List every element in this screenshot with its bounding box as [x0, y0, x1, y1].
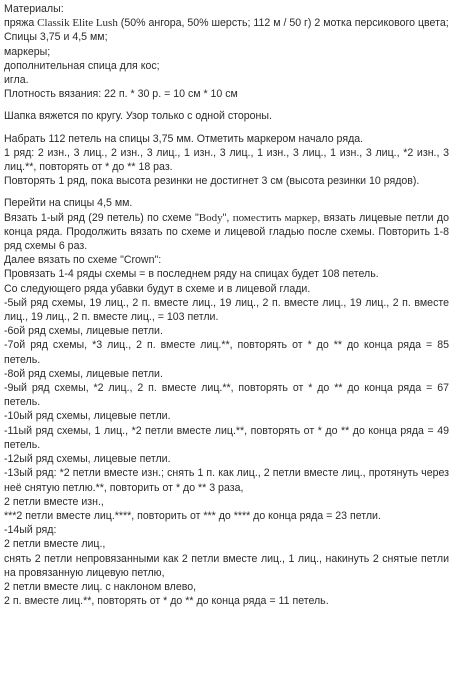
- text-line: 1 ряд: 2 изн., 3 лиц., 2 изн., 3 лиц., 1 изн., 3 лиц., 1 изн., 3 лиц., 1 изн., 3 лиц., *2 изн., 3 лиц.**, повторять от * до ** 18 раз.: [4, 146, 449, 174]
- text-line: -11ый ряд схемы, 1 лиц., *2 петли вместе лиц.**, повторять от * до ** до конца ряда = 49 петель.: [4, 424, 449, 451]
- text-line: -5ый ряд схемы, 19 лиц., 2 п. вместе лиц., 19 лиц., 2 п. вместе лиц., 19 лиц., 2 п. вместе лиц., 19 лиц., 2 п. вместе лиц., = 103 петли.: [4, 296, 449, 324]
- paragraph-gap: [4, 101, 449, 109]
- text-line: Со следующего ряда убавки будут в схеме и в лицевой глади.: [4, 282, 311, 295]
- text-fragment: (50% ангора, 50% шерсть; 112 м / 50 г) 2 мотка персикового цвета;: [117, 17, 449, 30]
- text-line: -6ой ряд схемы, лицевые петли.: [4, 325, 163, 338]
- text-line: маркеры;: [4, 45, 51, 58]
- text-line: -9ый ряд схемы, *2 лиц., 2 п. вместе лиц.**, повторять от * до ** до конца ряда = 67 петель.: [4, 382, 449, 409]
- text-line: Спицы 3,75 и 4,5 мм;: [4, 31, 108, 44]
- text-line: 2 петли вместе лиц. с наклоном влево,: [4, 580, 197, 593]
- text-fragment: пряжа: [4, 17, 38, 30]
- text-line: Набрать 112 петель на спицы 3,75 мм. Отметить маркером начало ряда.: [4, 132, 364, 145]
- text-fragment: ",: [222, 211, 233, 224]
- text-line: Повторять 1 ряд, пока высота резинки не достигнет 3 см (высота резинки 10 рядов).: [4, 175, 420, 188]
- text-fragment: Classik Elite Lush: [37, 17, 118, 30]
- text-line: -7ой ряд схемы, *3 лиц., 2 п. вместе лиц.**, повторять от * до ** до конца ряда = 85 петель.: [4, 339, 449, 366]
- text-line: [4, 211, 449, 254]
- text-line: дополнительная спица для кос;: [4, 59, 160, 72]
- text-line: Шапка вяжется по кругу. Узор только с одной стороны.: [4, 110, 272, 123]
- text-line: Плотность вязания: 22 п. * 30 р. = 10 см * 10 см: [4, 88, 238, 101]
- text-fragment: поместить маркер: [232, 211, 318, 224]
- document-body: [4, 2, 449, 608]
- text-line: 2 петли вместе изн.,: [4, 495, 104, 508]
- text-fragment: Вязать 1-ый ряд (29 петель) по схеме ": [4, 211, 199, 224]
- text-line: -14ый ряд:: [4, 524, 57, 537]
- text-line: -12ый ряд схемы, лицевые петли.: [4, 453, 171, 466]
- text-line: 2 п. вместе лиц.**, повторять от * до ** до конца ряда = 11 петель.: [4, 595, 329, 608]
- text-line: Провязать 1-4 ряды схемы = в последнем ряду на спицах будет 108 петель.: [4, 268, 379, 281]
- text-line: -13ый ряд: *2 петли вместе изн.; снять 1 п. как лиц., 2 петли вместе лиц., протянуть через неё снятую петлю.**, повторить от * до ** 3 раза,: [4, 467, 449, 494]
- paragraph-gap: [4, 188, 449, 196]
- text-line: Материалы:: [4, 3, 64, 15]
- text-fragment: Body: [198, 211, 223, 224]
- text-line: -8ой ряд схемы, лицевые петли.: [4, 367, 163, 380]
- text-line: Далее вязать по схеме "Crown":: [4, 254, 162, 267]
- text-line: -10ый ряд схемы, лицевые петли.: [4, 410, 171, 423]
- text-line: ***2 петли вместе лиц.****, повторить от *** до **** до конца ряда = 23 петли.: [4, 509, 381, 522]
- text-line: [4, 16, 449, 30]
- text-line: Перейти на спицы 4,5 мм.: [4, 197, 133, 210]
- text-line: 2 петли вместе лиц.,: [4, 538, 106, 551]
- paragraph-gap: [4, 124, 449, 132]
- text-fragment: , вязать лицевые петли до конца ряда. Продолжить вязать по схеме и лицевой гладью после схемы. Повторить 1-8 ряд схемы 6 раз.: [4, 211, 449, 253]
- text-line: снять 2 петли непровязанными как 2 петли вместе лиц., 1 лиц., накинуть 2 снятые петли на провязанную лицевую петлю,: [4, 552, 449, 579]
- text-line: игла.: [4, 74, 29, 87]
